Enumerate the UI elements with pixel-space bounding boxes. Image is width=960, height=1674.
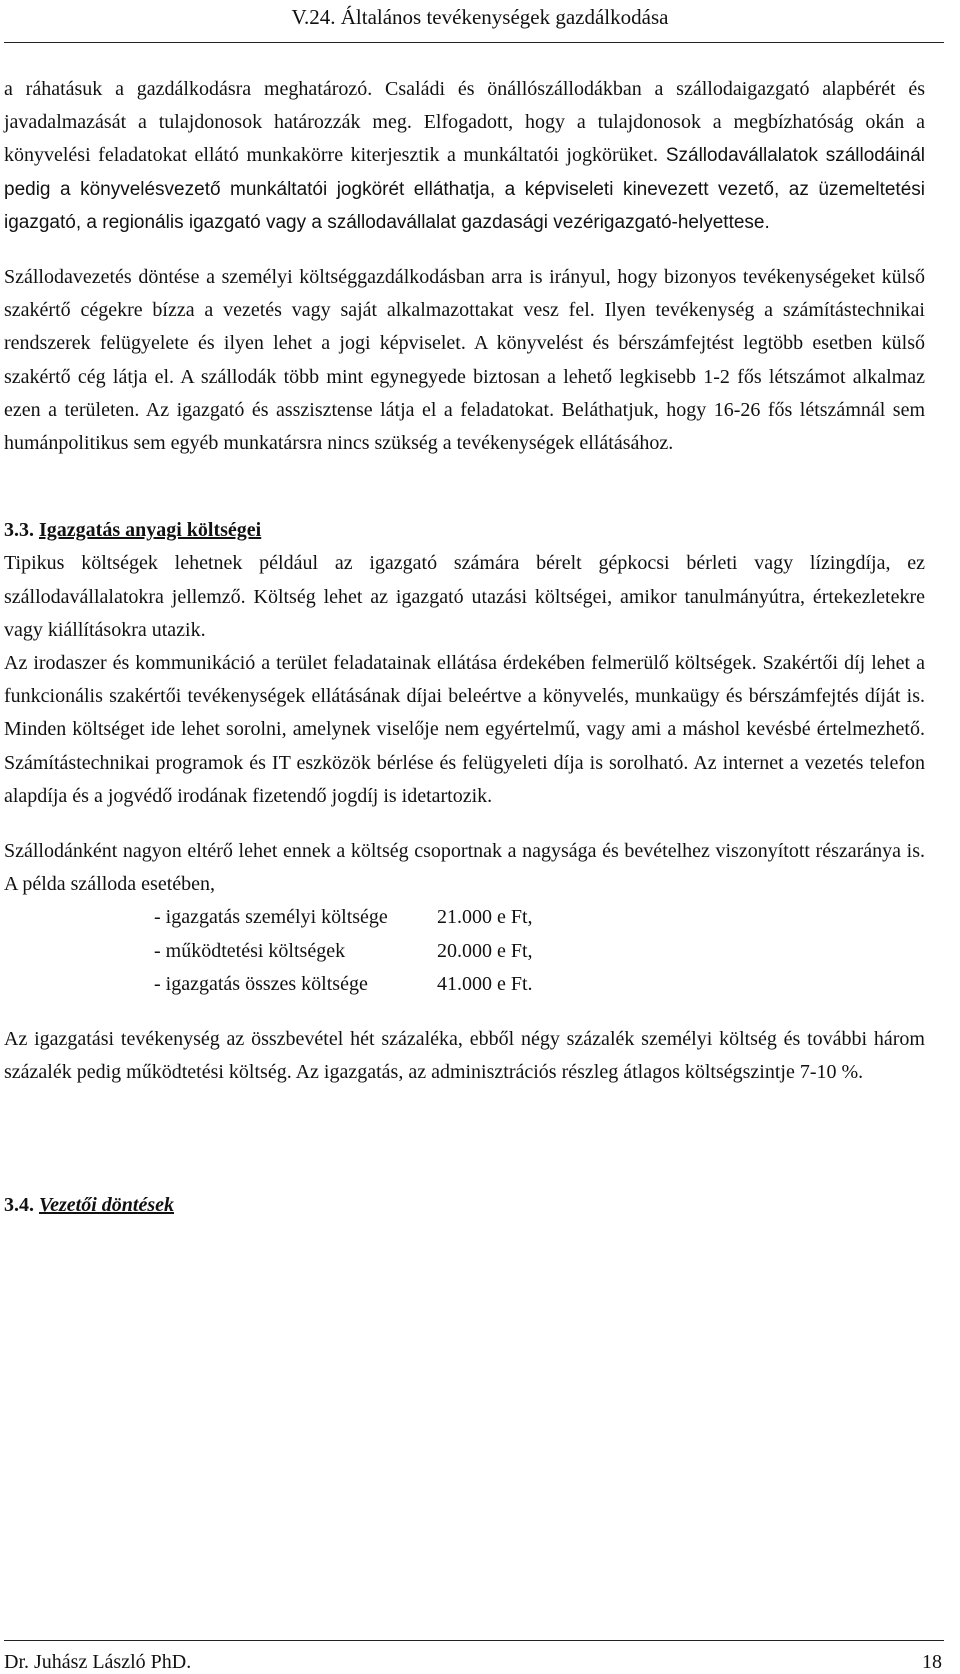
running-header: V.24. Általános tevékenységek gazdálkodása [291,5,669,29]
section-title: Igazgatás anyagi költségei [39,519,262,542]
cost-item [154,935,925,968]
cost-item-label: - igazgatás összes költsége [154,972,368,995]
paragraph-3: Tipikus költségek lehetnek például az igazgató számára bérelt gépkocsi bérleti vagy lízingdíja, ez szállodavállalatokra jellemző. Költség lehet az igazgató utazási költségei, amikor tanulmányútra, értekezletekre vagy kiállításokra utazik. [4,552,925,641]
spacer [4,1001,925,1023]
paragraph-4: Az irodaszer és kommunikáció a terület feladatainak ellátása érdekében felmerülő költségek. Szakértői díj lehet a funkcionális szakértői tevékenységek ellátásának díjai beleértve a könyvelés, munkaügy és bérszámfejtés díját is. Minden költséget ide lehet sorolni, amelynek viselője nem egyértelmű, vagy ami a máshol kevésbé értelmezhető. Számítástechnikai programok és IT eszközök bérlése és felügyeleti díja is sorolható. Az internet a vezetés telefon alapdíja és a jogvédő irodának fizetendő jogdíj is idetartozik. [4,652,925,807]
section-title: Vezetői döntések [39,1194,174,1217]
cost-item-value: 41.000 e Ft. [437,972,533,995]
paragraph-1 [4,73,925,239]
section-number: 3.3. [4,519,34,542]
page-number: 18 [922,1651,942,1673]
spacer [4,1089,925,1189]
cost-list [4,901,925,1001]
section-heading-3-4 [4,1189,925,1222]
cost-item-value: 20.000 e Ft, [437,939,533,962]
paragraph-1-serif-text: a ráhatásuk a gazdálkodásra meghatározó. Családi és önállószállodákban a szállodaigazgató alapbérét és javadalmazását a tulajdonosok határozzák meg. Elfogadott, hogy a tulajdonosok a megbízhatóság okán a könyvelési feladatokat ellátó munkakörre kiterjesztik a munkáltatói jogkörüket. [4,78,925,167]
cost-item [154,968,925,1001]
footer-author: Dr. Juhász László PhD. [4,1651,192,1673]
spacer [4,460,925,514]
section-heading-3-3 [4,514,925,547]
paragraph-2: Szállodavezetés döntése a személyi költséggazdálkodásban arra is irányul, hogy bizonyos tevékenységeket külső szakértő cégekre bízza a vezetés vagy saját alkalmazottakat vesz fel. Ilyen tevékenység a számítástechnikai rendszerek felügyelete és ilyen lehet a jogi képviselet. A könyvelést és bérszámfejtést legtöbb esetben külső szakértő cég látja el. A szállodák több mint egynegyede biztosan a lehető legkisebb 1-2 fős létszámot alkalmaz ezen a területen. Az igazgató és asszisztense látja el a feladatokat. Beláthatjuk, hogy 16-26 fős létszámnál sem humánpolitikus sem egyéb munkatársra nincs szükség a tevékenységek ellátásához. [4,266,925,455]
paragraph-6: Az igazgatási tevékenység az összbevétel hét százaléka, ebből négy százalék személyi költség és további három százalék pedig működtetési költség. Az igazgatás, az adminisztrációs részleg átlagos költségszintje 7-10 %. [4,1028,925,1084]
section-number: 3.4. [4,1194,34,1217]
page-content [4,73,925,1223]
cost-item-label: - igazgatás személyi költsége [154,906,388,929]
paragraph-5: Szállodánként nagyon eltérő lehet ennek a költség csoportnak a nagysága és bevételhez viszonyított részaránya is. A példa szálloda esetében, [4,840,925,896]
paragraph-1-sans-text: Szállodavállalatok szállodáinál pedig a könyvelésvezető munkáltatói jogkörét elláthatja, a képviseleti kinevezett vezető, az üzemeltetési igazgató, a regionális igazgató vagy a szállodavállalat gazdasági vezérigazgató-helyettese. [4,145,926,233]
cost-item-label: - működtetési költségek [154,939,346,962]
spacer [4,239,925,261]
header-divider [4,42,944,43]
cost-item [154,901,925,934]
cost-item-value: 21.000 e Ft, [437,906,533,929]
spacer [4,813,925,835]
footer-divider [4,1640,944,1641]
